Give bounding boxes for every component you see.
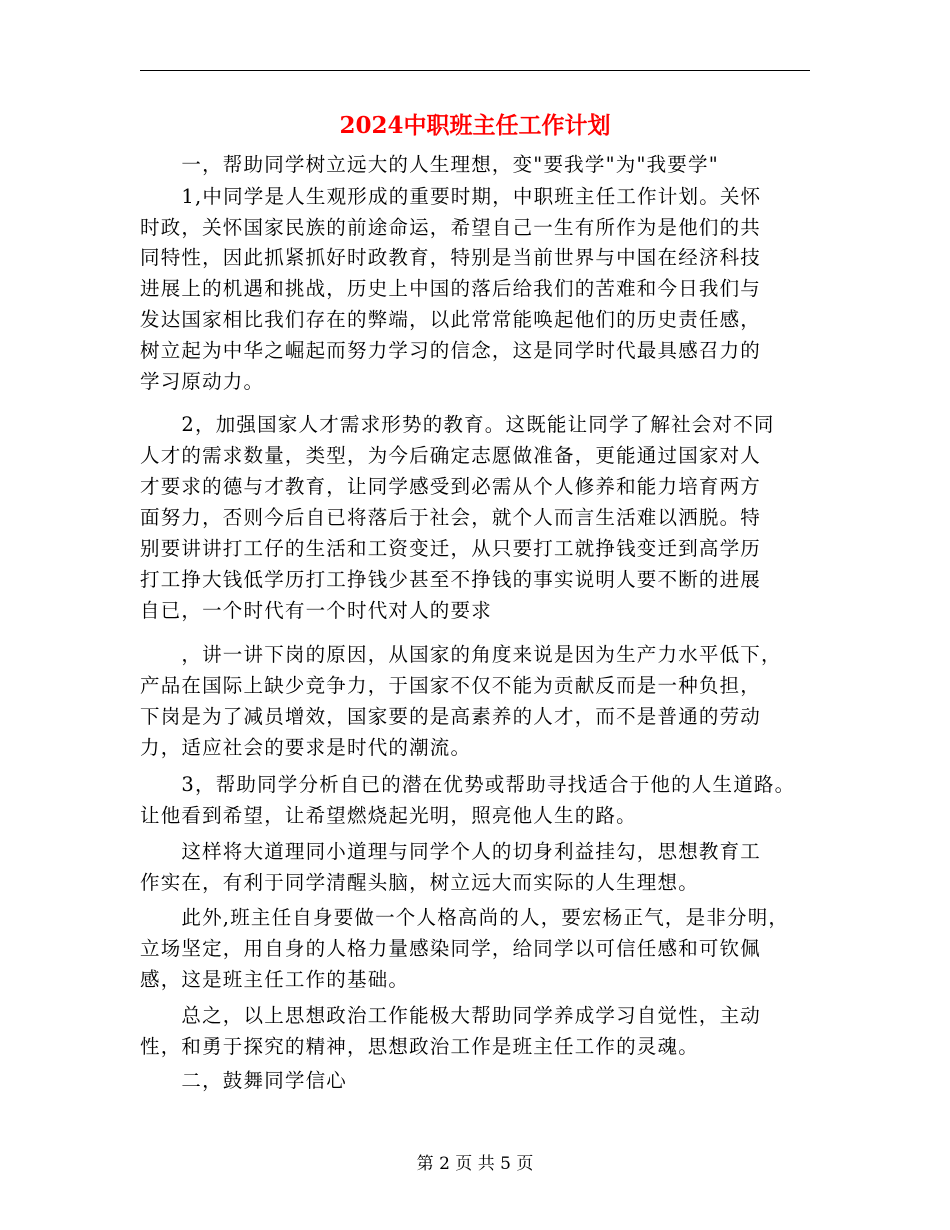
body-line: 同特性，因此抓紧抓好时政教育，特别是当前世界与中国在经济科技 — [140, 246, 762, 269]
body-line: 人才的需求数量，类型，为今后确定志愿做准备，更能通过国家对人 — [140, 444, 762, 467]
body-line: 性，和勇于探究的精神，思想政治工作是班主任工作的灵魂。 — [140, 1035, 699, 1058]
body-line: 此外,班主任自身要做一个人格高尚的人，要宏杨正气，是非分明， — [140, 906, 790, 929]
body-line: 感，这是班主任工作的基础。 — [140, 968, 410, 991]
page-number: 第 2 页 共 5 页 — [416, 1154, 534, 1174]
body-line: 进展上的机遇和挑战，历史上中国的落后给我们的苦难和今日我们与 — [140, 277, 762, 300]
body-line: 2，加强国家人才需求形势的教育。这既能让同学了解社会对不同 — [140, 413, 775, 436]
body-line: 1,中同学是人生观形成的重要时期，中职班主任工作计划。关怀 — [140, 185, 762, 208]
body-line: 力，适应社会的要求是时代的潮流。 — [140, 736, 472, 759]
body-line: 立场坚定，用自身的人格力量感染同学，给同学以可信任感和可钦佩 — [140, 937, 762, 960]
body-line: 时政，关怀国家民族的前途命运，希望自己一生有所作为是他们的共 — [140, 216, 762, 239]
body-line: 让他看到希望，让希望燃烧起光明，照亮他人生的路。 — [140, 804, 637, 827]
body-line: 产品在国际上缺少竞争力，于国家不仅不能为贡献反而是一种负担， — [140, 674, 762, 697]
body-line: 总之，以上思想政治工作能极大帮助同学养成学习自觉性，主动 — [140, 1004, 762, 1027]
body-line: 发达国家相比我们存在的弊端，以此常常能唤起他们的历史责任感， — [140, 308, 762, 331]
body-line: 下岗是为了减员增效，国家要的是高素养的人才，而不是普通的劳动 — [140, 705, 762, 728]
body-line: 作实在，有利于同学清醒头脑，树立远大而实际的人生理想。 — [140, 871, 699, 894]
body-line: 自已，一个时代有一个时代对人的要求 — [140, 599, 492, 622]
body-line: 这样将大道理同小道理与同学个人的切身利益挂勾，思想教育工 — [140, 840, 762, 863]
body-line: 学习原动力。 — [140, 370, 265, 393]
body-line: 才要求的德与才教育，让同学感受到必需从个人修养和能力培育两方 — [140, 475, 762, 498]
body-line: 二，鼓舞同学信心 — [140, 1069, 348, 1092]
header-rule — [140, 70, 810, 71]
body-line: 打工挣大钱低学历打工挣钱少甚至不挣钱的事实说明人要不断的进展 — [140, 568, 762, 591]
body-line: 别要讲讲打工仔的生活和工资变迁，从只要打工就挣钱变迁到高学历 — [140, 537, 762, 560]
document-title: 2024中职班主任工作计划 — [339, 112, 611, 139]
body-line: 树立起为中华之崛起而努力学习的信念，这是同学时代最具感召力的 — [140, 339, 762, 362]
body-line: ，讲一讲下岗的原因，从国家的角度来说是因为生产力水平低下， — [140, 643, 782, 666]
body-line: 3，帮助同学分析自已的潜在优势或帮助寻找适合于他的人生道路。 — [140, 773, 796, 796]
body-line: 一，帮助同学树立远大的人生理想，变"要我学"为"我要学" — [140, 153, 719, 176]
body-line: 面努力，否则今后自已将落后于社会，就个人而言生活难以洒脱。特 — [140, 506, 762, 529]
